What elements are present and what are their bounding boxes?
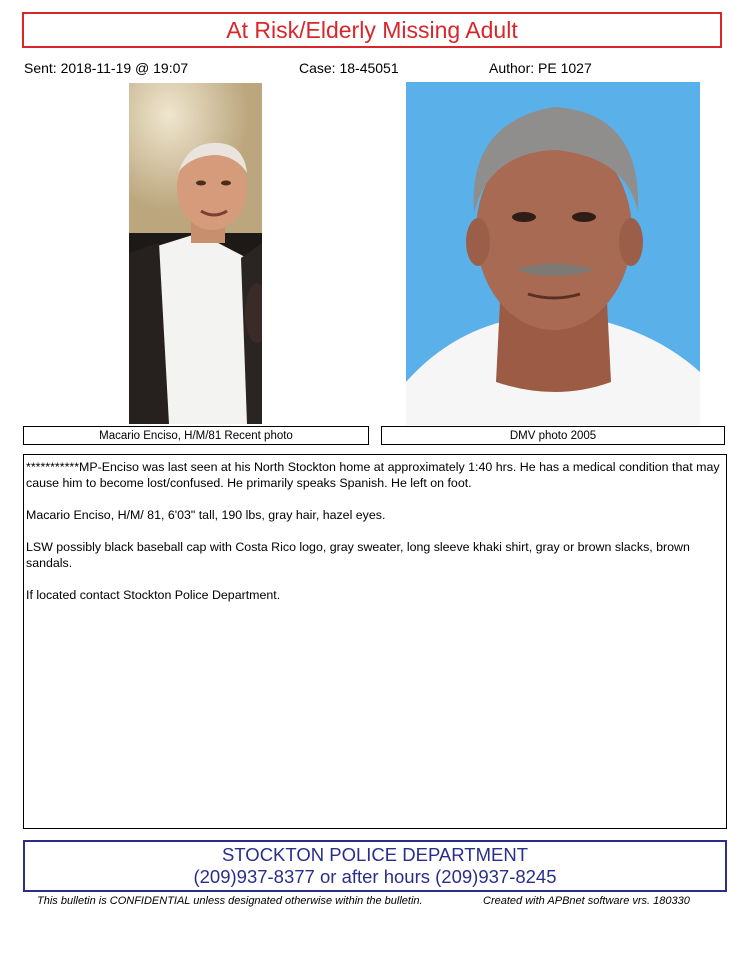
narrative-paragraph: ***********MP-Enciso was last seen at his North Stockton home at approximately 1:40 hrs. He has a medical condition that may cause him to become lost/confused. He primarily speaks Spanish. He left on foot. — [26, 460, 720, 490]
recent-photo-image — [129, 83, 262, 424]
dmv-photo — [406, 82, 700, 425]
narrative-box — [23, 454, 727, 829]
recent-photo-caption — [23, 426, 369, 445]
dmv-photo-caption — [381, 426, 725, 445]
department-box — [23, 840, 727, 892]
recent-photo — [129, 83, 262, 424]
department-name: STOCKTON POLICE DEPARTMENT — [222, 844, 528, 865]
case-number: Case: 18-45051 — [299, 60, 399, 76]
dmv-photo-image — [406, 82, 700, 425]
dmv-photo-caption-text: DMV photo 2005 — [509, 429, 597, 442]
narrative-paragraph: LSW possibly black baseball cap with Costa Rico logo, gray sweater, long sleeve khaki shirt, gray or brown slacks, brown sandals. — [26, 540, 690, 570]
narrative-paragraph: If located contact Stockton Police Department. — [26, 588, 281, 602]
bulletin-title-box — [22, 12, 722, 48]
sent-datetime: Sent: 2018-11-19 @ 19:07 — [24, 60, 189, 76]
author-id: Author: PE 1027 — [489, 60, 592, 76]
software-version: Created with APBnet software vrs. 180330 — [483, 895, 690, 907]
confidential-notice: This bulletin is CONFIDENTIAL unless designated otherwise within the bulletin. — [37, 895, 423, 907]
bulletin-title: At Risk/Elderly Missing Adult — [226, 16, 518, 43]
recent-photo-caption-text: Macario Enciso, H/M/81 Recent photo — [99, 429, 293, 442]
narrative-paragraph: Macario Enciso, H/M/ 81, 6'03" tall, 190 lbs, gray hair, hazel eyes. — [26, 508, 386, 522]
department-phones: (209)937-8377 or after hours (209)937-8245 — [193, 866, 557, 887]
